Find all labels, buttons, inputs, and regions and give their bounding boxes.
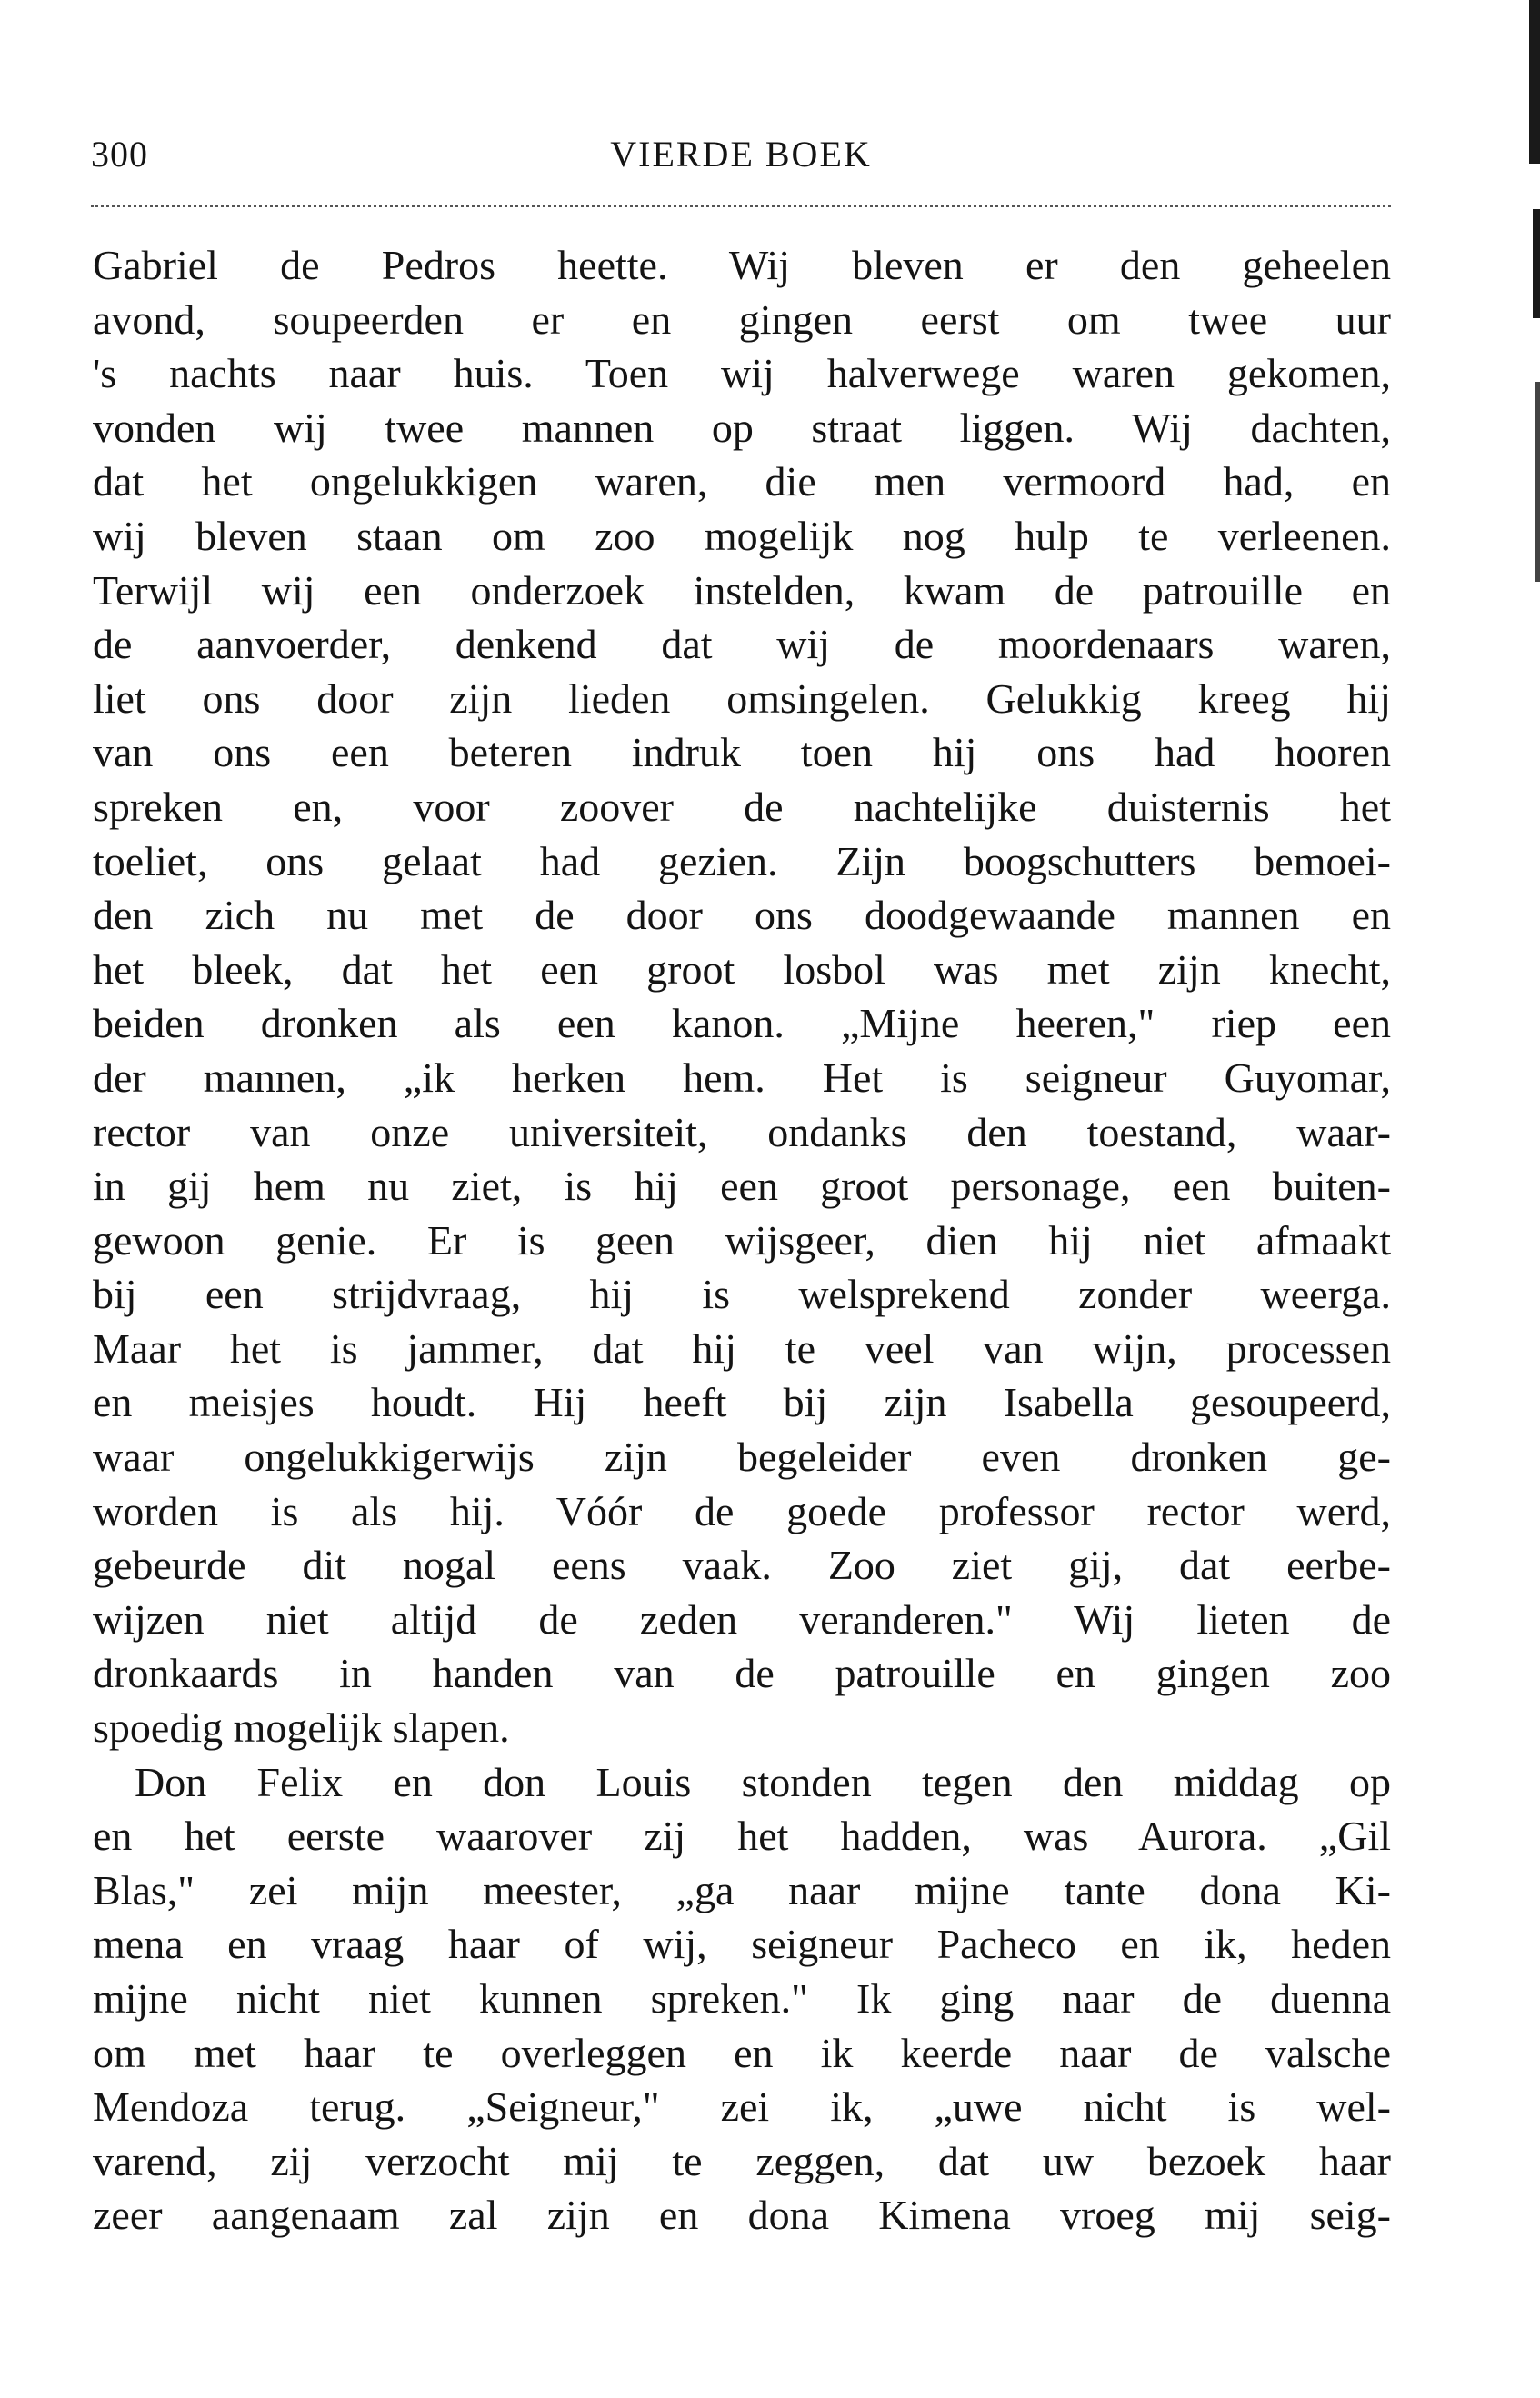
text-line: Gabriel de Pedros heette. Wij bleven er den geheelen	[93, 242, 1391, 288]
text-line: vonden wij twee mannen op straat liggen. Wij dachten,	[93, 404, 1391, 451]
body-text	[93, 238, 1391, 2243]
scan-edge-mark	[1529, 0, 1540, 164]
text-line: van ons een beteren indruk toen hij ons had hooren	[93, 729, 1391, 776]
text-line: bij een strijdvraag, hij is welsprekend zonder weerga.	[93, 1271, 1391, 1318]
text-line: dronkaards in handen van de patrouille en gingen zoo	[93, 1650, 1391, 1697]
text-line: wijzen niet altijd de zeden veranderen." Wij lieten de	[93, 1595, 1391, 1643]
text-line: in gij hem nu ziet, is hij een groot personage, een buiten-	[93, 1163, 1391, 1210]
text-line: Terwijl wij een onderzoek instelden, kwam de patrouille en	[93, 566, 1391, 614]
text-line: het bleek, dat het een groot losbol was met zijn knecht,	[93, 945, 1391, 993]
header-divider	[91, 205, 1391, 207]
text-line: toeliet, ons gelaat had gezien. Zijn boogschutters bemoei-	[93, 837, 1391, 884]
text-line: mena en vraag haar of wij, seigneur Pacheco en ik, heden	[93, 1921, 1391, 1968]
text-line: wij bleven staan om zoo mogelijk nog hulp te verleenen.	[93, 512, 1391, 559]
text-line: mijne nicht niet kunnen spreken." Ik ging naar de duenna	[93, 1975, 1391, 2022]
scan-edge-mark	[1535, 382, 1540, 582]
page-header	[91, 127, 1391, 182]
text-line: avond, soupeerden er en gingen eerst om twee uur	[93, 295, 1391, 343]
text-line: dat het ongelukkigen waren, die men vermoord had, en	[93, 458, 1391, 505]
text-line: en meisjes houdt. Hij heeft bij zijn Isabella gesoupeerd,	[93, 1379, 1391, 1426]
paragraph-start-line: Don Felix en don Louis stonden tegen den middag op	[135, 1758, 1391, 1805]
text-line: Blas," zei mijn meester, „ga naar mijne tante dona Ki-	[93, 1866, 1391, 1913]
text-line: en het eerste waarover zij het hadden, was Aurora. „Gil	[93, 1813, 1391, 1860]
text-line: de aanvoerder, denkend dat wij de moordenaars waren,	[93, 621, 1391, 668]
text-line: beiden dronken als een kanon. „Mijne heeren," riep een	[93, 1000, 1391, 1047]
text-line: 's nachts naar huis. Toen wij halverwege waren gekomen,	[93, 350, 1391, 397]
scan-edge-mark	[1533, 209, 1540, 318]
text-line: liet ons door zijn lieden omsingelen. Gelukkig kreeg hij	[93, 674, 1391, 722]
text-line: om met haar te overleggen en ik keerde naar de valsche	[93, 2029, 1391, 2076]
text-line: der mannen, „ik herken hem. Het is seigneur Guyomar,	[93, 1054, 1391, 1101]
text-line: worden is als hij. Vóór de goede professor rector werd,	[93, 1487, 1391, 1534]
text-line: waar ongelukkigerwijs zijn begeleider even dronken ge-	[93, 1434, 1391, 1481]
text-line: gebeurde dit nogal eens vaak. Zoo ziet gij, dat eerbe-	[93, 1542, 1391, 1589]
text-line: Maar het is jammer, dat hij te veel van wijn, processen	[93, 1324, 1391, 1372]
page-number: 300	[91, 134, 148, 175]
text-line: den zich nu met de door ons doodgewaande mannen en	[93, 892, 1391, 939]
text-line: zeer aangenaam zal zijn en dona Kimena vroeg mij seig-	[93, 2192, 1391, 2239]
text-line: gewoon genie. Er is geen wijsgeer, dien hij niet afmaakt	[93, 1216, 1391, 1264]
running-title: VIERDE BOEK	[610, 134, 872, 175]
text-line: rector van onze universiteit, ondanks den toestand, waar-	[93, 1108, 1391, 1155]
text-line: varend, zij verzocht mij te zeggen, dat uw bezoek haar	[93, 2137, 1391, 2184]
text-line: Mendoza terug. „Seigneur," zei ik, „uwe nicht is wel-	[93, 2083, 1391, 2131]
text-line: spreken en, voor zoover de nachtelijke duisternis het	[93, 783, 1391, 830]
paragraph-end-line: spoedig mogelijk slapen.	[93, 1704, 510, 1752]
